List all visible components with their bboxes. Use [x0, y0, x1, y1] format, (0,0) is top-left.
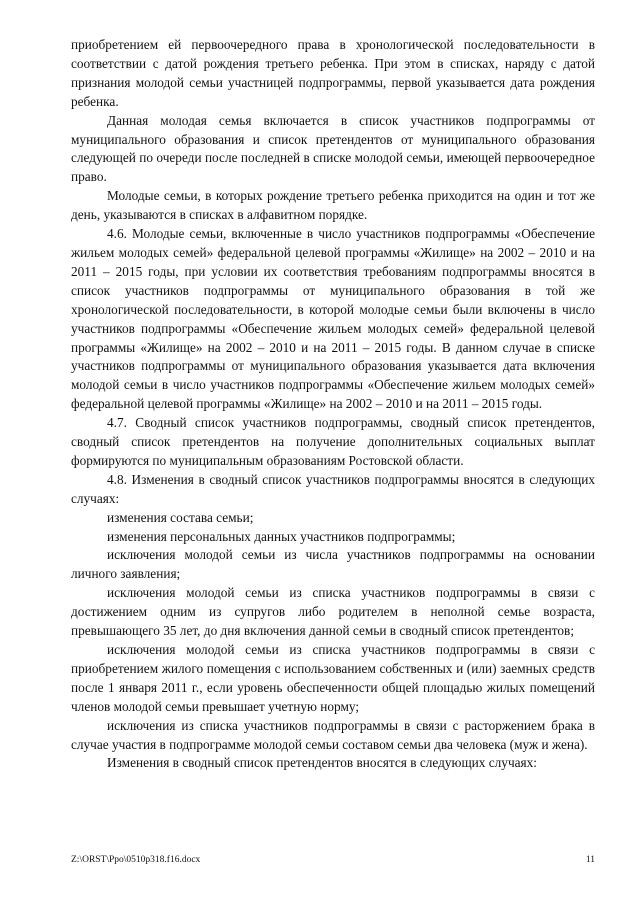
list-item: изменения состава семьи; [107, 509, 254, 525]
paragraph-section-4-8: 4.8. Изменения в сводный список участников подпрограммы вносятся в следующих случаях: [71, 471, 595, 506]
list-item: исключения молодой семьи из списка участников подпрограммы в связи с приобретением жилого помещения с использованием собственных и (или) заемных средств после 1 января 2011 г., если уровень обеспеченности общей площадью жилых помещений членов молодой семьи превышает учетную норму; [71, 642, 595, 714]
paragraph-section-4-6: 4.6. Молодые семьи, включенные в число участников подпрограммы «Обеспечение жильем молодых семей» федеральной целевой программы «Жилище» на 2002 – 2010 и на 2011 – 2015 годы, при условии их соответствия требованиям подпрограммы вносятся в список участников подпрограммы от муниципального образования в той же хронологической последовательности, в которой молодые семьи были включены в число участников подпрограммы «Обеспечение жильем молодых семей» федеральной целевой программы «Жилище» на 2002 – 2010 и на 2011 – 2015 годы. В данном случае в списке участников подпрограммы от муниципального образования указывается дата включения молодой семьи в число участников подпрограммы «Обеспечение жильем молодых семей» федеральной целевой программы «Жилище» на 2002 – 2010 и на 2011 – 2015 годы. [71, 226, 595, 412]
page-number: 11 [585, 855, 595, 865]
paragraph: Изменения в сводный список претендентов вносятся в следующих случаях: [107, 755, 537, 771]
list-item: изменения персональных данных участников подпрограммы; [107, 528, 456, 544]
page-footer [71, 854, 595, 866]
document-body [71, 36, 595, 773]
paragraph-section-4-7: 4.7. Сводный список участников подпрограммы, сводный список претендентов, сводный список претендентов на получение дополнительных социальных выплат формируются по муниципальным образованиям Ростовской области. [71, 415, 595, 468]
paragraph: Данная молодая семья включается в список участников подпрограммы от муниципального образования и список претендентов от муниципального образования следующей по очереди после последней в списке молодой семьи, имеющей первоочередное право. [71, 112, 595, 185]
footer-file-path: Z:\ORST\Ppo\0510p318.f16.docx [71, 855, 201, 865]
paragraph-continuation: приобретением ей первоочередного права в хронологической последовательности в соответствии с датой рождения третьего ребенка. При этом в списках, наряду с датой признания молодой семьи участницей подпрограммы, первой указывается дата рождения ребенка. [71, 37, 595, 109]
paragraph: Молодые семьи, в которых рождение третьего ребенка приходится на один и тот же день, указываются в списках в алфавитном порядке. [71, 188, 595, 223]
list-item: исключения молодой семьи из числа участников подпрограммы на основании личного заявления; [71, 547, 595, 582]
list-item: исключения из списка участников подпрограммы в связи с расторжением брака в случае участия в подпрограмме молодой семьи составом семьи два человека (муж и жена). [71, 717, 595, 752]
list-item: исключения молодой семьи из списка участников подпрограммы в связи с достижением одним из супругов либо родителем в неполной семье возраста, превышающего 35 лет, до дня включения данной семьи в сводный список претендентов; [71, 585, 595, 639]
